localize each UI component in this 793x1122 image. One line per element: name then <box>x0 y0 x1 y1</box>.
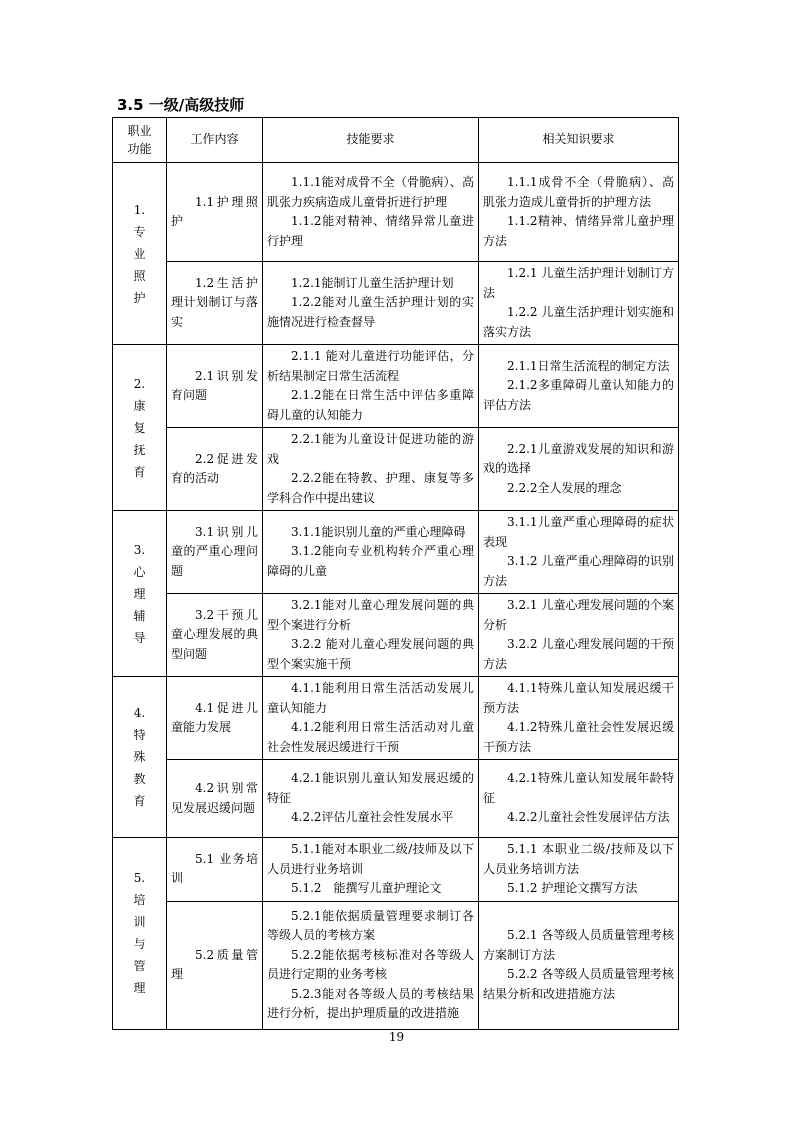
work-content-text: 2.1识别发育问题 <box>171 368 258 402</box>
table-row <box>113 838 679 902</box>
skills-cell <box>263 262 479 345</box>
function-char: 康 <box>133 398 146 413</box>
function-char: 培 <box>133 893 146 908</box>
function-cell <box>113 511 167 677</box>
skills-item: 1.2.1能制订儿童生活护理计划 <box>291 275 454 290</box>
skills-item: 1.1.2能对精神、情绪异常儿童进行护理 <box>267 214 474 248</box>
knowledge-item: 5.2.2 各等级人员质量管理考核结果分析和改进措施方法 <box>483 967 674 1001</box>
knowledge-item: 2.2.2全人发展的理念 <box>507 480 622 495</box>
table-row <box>113 594 679 677</box>
skills-item: 5.2.3能对各等级人员的考核结果进行分析，提出护理质量的改进措施 <box>267 986 474 1020</box>
knowledge-cell <box>479 428 679 511</box>
table-row <box>113 163 679 262</box>
table-row <box>113 901 679 1029</box>
work-content-cell <box>167 677 263 760</box>
function-char: 心 <box>133 564 146 579</box>
header-skills: 技能要求 <box>263 118 479 163</box>
skills-table <box>112 117 679 1030</box>
function-char: 训 <box>133 915 146 930</box>
knowledge-item: 5.1.2 护理论文撰写方法 <box>507 881 638 895</box>
function-char: 5. <box>133 871 146 886</box>
work-content-cell <box>167 345 263 428</box>
knowledge-item: 2.1.2多重障碍儿童认知能力的评估方法 <box>483 378 674 412</box>
function-char: 育 <box>133 794 146 808</box>
table-row <box>113 677 679 760</box>
knowledge-cell <box>479 511 679 594</box>
skills-cell <box>263 838 479 902</box>
knowledge-cell <box>479 163 679 262</box>
knowledge-cell <box>479 901 679 1029</box>
table-row <box>113 760 679 838</box>
skills-item: 5.1.1能对本职业二级/技师及以下人员进行业务培训 <box>267 842 474 876</box>
skills-item: 2.2.1能为儿童设计促进功能的游戏 <box>267 432 474 466</box>
header-function: 职业 功能 <box>113 118 167 163</box>
function-char: 专 <box>133 224 146 239</box>
function-char: 护 <box>133 290 146 305</box>
function-char: 理 <box>133 981 146 996</box>
table-row <box>113 428 679 511</box>
section-heading: 3.5 一级/高级技师 <box>117 96 245 114</box>
knowledge-item: 4.2.1特殊儿童认知发展年龄特征 <box>483 771 674 805</box>
table-row <box>113 511 679 594</box>
work-content-cell <box>167 760 263 838</box>
function-char: 与 <box>133 937 146 952</box>
knowledge-item: 4.1.1特殊儿童认知发展迟缓干预方法 <box>483 681 674 715</box>
function-char: 照 <box>133 268 146 283</box>
skills-item: 3.1.2能向专业机构转介严重心理障碍的儿童 <box>267 544 474 578</box>
skills-item: 3.2.2 能对儿童心理发展问题的典型个案实施干预 <box>267 637 474 671</box>
function-cell <box>113 838 167 1030</box>
knowledge-item: 3.1.2 儿童严重心理障碍的识别方法 <box>483 554 674 588</box>
knowledge-cell <box>479 262 679 345</box>
skills-cell <box>263 345 479 428</box>
page-number: 19 <box>388 1030 405 1044</box>
skills-cell <box>263 428 479 511</box>
skills-cell <box>263 677 479 760</box>
skills-cell <box>263 511 479 594</box>
function-char: 殊 <box>133 750 146 764</box>
work-content-text: 4.1促进儿童能力发展 <box>171 700 258 734</box>
function-cell <box>113 345 167 511</box>
knowledge-cell <box>479 677 679 760</box>
knowledge-item: 5.1.1 本职业二级/技师及以下人员业务培训方法 <box>483 842 674 876</box>
knowledge-cell <box>479 760 679 838</box>
function-char: 导 <box>133 630 146 645</box>
work-content-cell <box>167 262 263 345</box>
function-char: 复 <box>133 420 146 435</box>
knowledge-item: 2.1.1日常生活流程的制定方法 <box>507 358 670 373</box>
function-char: 1. <box>133 202 146 217</box>
work-content-cell <box>167 511 263 594</box>
work-content-text: 3.1识别儿童的严重心理问题 <box>171 524 258 578</box>
knowledge-cell <box>479 594 679 677</box>
skills-item: 4.1.1能利用日常生活活动发展儿童认知能力 <box>267 681 474 715</box>
work-content-text: 1.2生活护理计划制订与落实 <box>171 275 258 329</box>
knowledge-item: 4.1.2特殊儿童社会性发展迟缓干预方法 <box>483 720 674 754</box>
header-content: 工作内容 <box>167 118 263 163</box>
function-char: 4. <box>133 706 146 720</box>
work-content-text: 2.2促进发育的活动 <box>171 451 258 485</box>
skills-item: 2.1.2能在日常生活中评估多重障碍儿童的认知能力 <box>267 388 474 422</box>
work-content-cell <box>167 163 263 262</box>
skills-cell <box>263 163 479 262</box>
knowledge-item: 3.2.1 儿童心理发展问题的个案分析 <box>483 598 674 632</box>
function-char: 2. <box>133 376 146 391</box>
knowledge-item: 3.2.2 儿童心理发展问题的干预方法 <box>483 637 674 671</box>
function-char: 教 <box>133 772 146 786</box>
table-row <box>113 262 679 345</box>
skills-item: 3.1.1能识别儿童的严重心理障碍 <box>291 524 466 539</box>
skills-item: 4.2.1能识别儿童认知发展迟缓的特征 <box>267 771 474 805</box>
function-cell <box>113 677 167 838</box>
work-content-text: 5.1 业务培训 <box>171 851 258 886</box>
knowledge-item: 5.2.1 各等级人员质量管理考核方案制订方法 <box>483 928 674 962</box>
work-content-text: 1.1护理照护 <box>171 194 258 228</box>
function-char: 管 <box>133 959 146 974</box>
function-cell <box>113 163 167 345</box>
work-content-cell <box>167 594 263 677</box>
knowledge-item: 1.1.1成骨不全（骨脆病）、高肌张力造成儿童骨折的护理方法 <box>483 175 674 209</box>
knowledge-item: 1.2.2 儿童生活护理计划实施和落实方法 <box>483 305 674 339</box>
work-content-text: 4.2识别常见发展迟缓问题 <box>171 781 258 815</box>
skills-item: 4.1.2能利用日常生活活动对儿童社会性发展迟缓进行干预 <box>267 720 474 754</box>
skills-cell <box>263 594 479 677</box>
header-knowledge: 相关知识要求 <box>479 118 679 163</box>
knowledge-item: 2.2.1儿童游戏发展的知识和游戏的选择 <box>483 441 674 476</box>
knowledge-item: 3.1.1儿童严重心理障碍的症状表现 <box>483 515 674 549</box>
function-char: 抚 <box>133 442 146 457</box>
knowledge-item: 4.2.2儿童社会性发展评估方法 <box>507 810 670 825</box>
function-char: 3. <box>133 542 146 557</box>
work-content-text: 3.2干预儿童心理发展的典型问题 <box>171 607 258 661</box>
knowledge-cell <box>479 838 679 902</box>
knowledge-cell <box>479 345 679 428</box>
skills-cell <box>263 901 479 1029</box>
skills-item: 5.2.1能依据质量管理要求制订各等级人员的考核方案 <box>267 908 474 942</box>
knowledge-item: 1.2.1 儿童生活护理计划制订方法 <box>483 266 674 300</box>
skills-item: 2.1.1 能对儿童进行功能评估，分析结果制定日常生活流程 <box>267 349 474 383</box>
function-char: 特 <box>133 728 146 742</box>
skills-item: 1.2.2能对儿童生活护理计划的实施情况进行检查督导 <box>267 295 474 329</box>
table-header-row <box>113 118 679 163</box>
skills-item: 4.2.2评估儿童社会性发展水平 <box>291 810 454 825</box>
skills-item: 5.2.2能依据考核标准对各等级人员进行定期的业务考核 <box>267 947 474 981</box>
skills-item: 1.1.1能对成骨不全（骨脆病）、高肌张力疾病造成儿童骨折进行护理 <box>267 175 474 209</box>
skills-item: 3.2.1能对儿童心理发展问题的典型个案进行分析 <box>267 598 474 632</box>
skills-cell <box>263 760 479 838</box>
work-content-cell <box>167 428 263 511</box>
function-char: 业 <box>133 246 146 261</box>
knowledge-item: 1.1.2精神、情绪异常儿童护理方法 <box>483 214 674 248</box>
work-content-cell <box>167 901 263 1029</box>
work-content-cell <box>167 838 263 902</box>
table-row <box>113 345 679 428</box>
function-char: 理 <box>133 586 146 601</box>
function-char: 育 <box>133 464 146 479</box>
skills-item: 5.1.2 能撰写儿童护理论文 <box>291 881 442 895</box>
function-char: 辅 <box>133 608 146 623</box>
skills-item: 2.2.2能在特教、护理、康复等多学科合作中提出建议 <box>267 471 474 505</box>
work-content-text: 5.2质量管理 <box>171 947 258 981</box>
